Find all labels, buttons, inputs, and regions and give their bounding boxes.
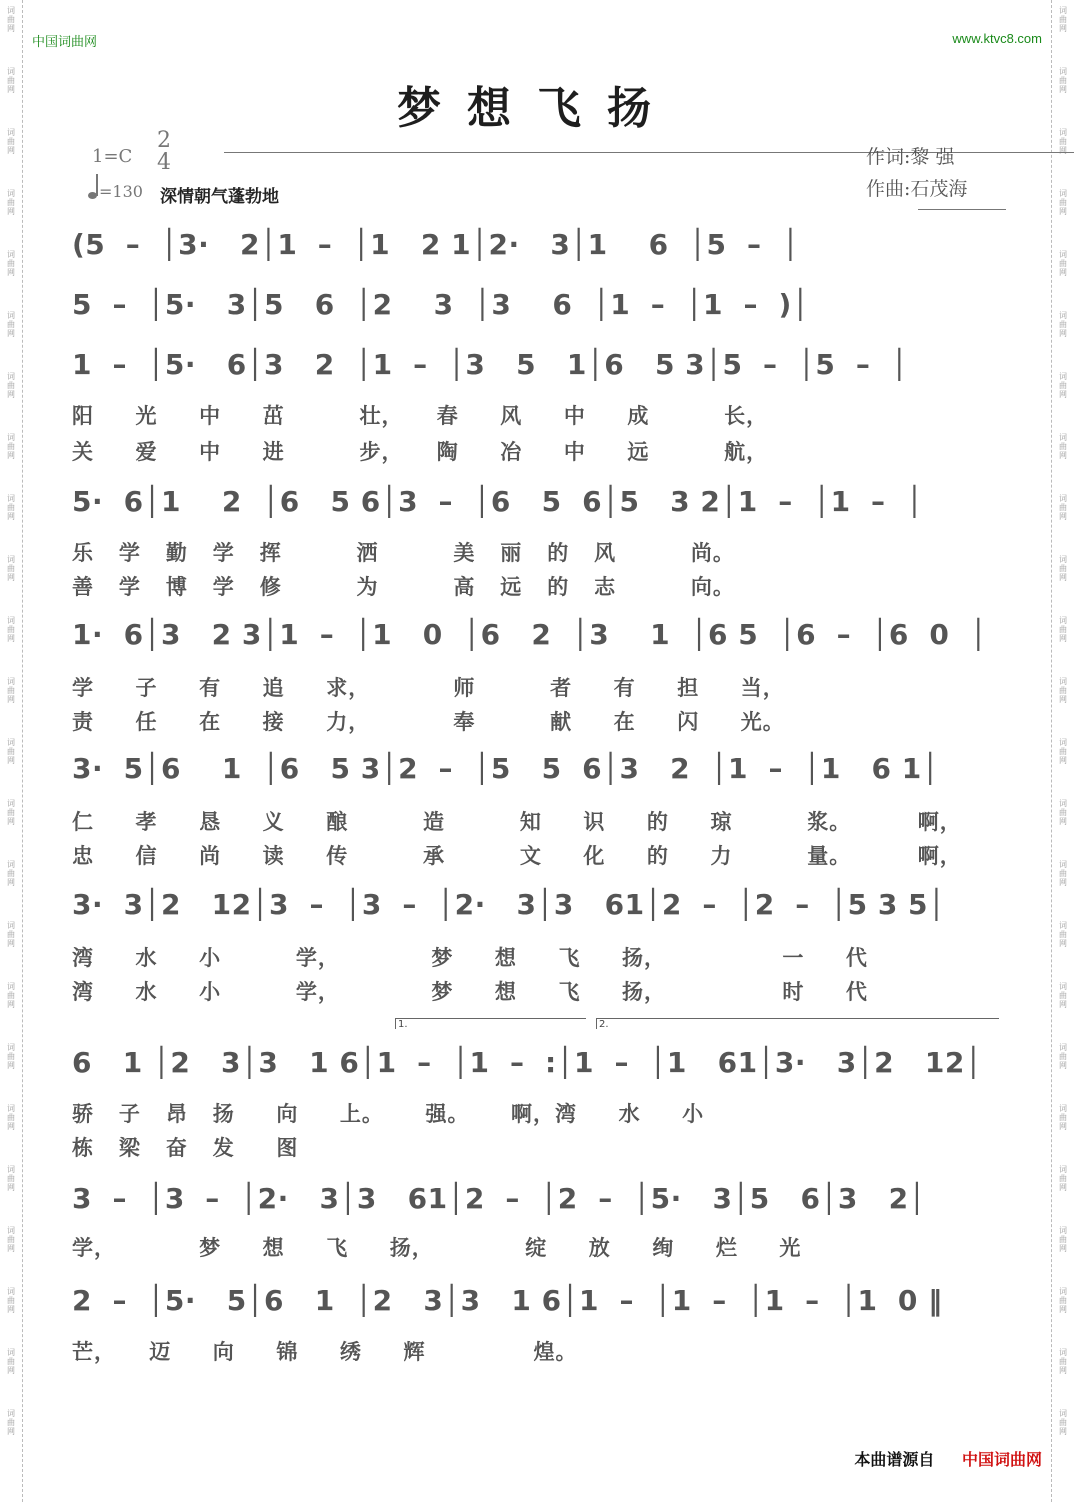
lyricist-credit: 作词:黎 强 — [866, 146, 955, 168]
source-footer — [854, 1447, 1042, 1470]
expression-marking: 深情朝气蓬勃地 — [160, 187, 279, 207]
lyric-row: 阳 光 中 茁 壮， 春 风 中 成 长， — [72, 403, 769, 428]
watermark-glyph-group: 词 曲 网 — [7, 189, 15, 216]
watermark-glyph-group: 词 曲 网 — [1059, 616, 1067, 643]
watermark-glyph-group: 词 曲 网 — [7, 738, 15, 765]
watermark-glyph-group: 词 曲 网 — [1059, 1287, 1067, 1314]
time-signature-top: 2 — [157, 128, 171, 153]
source-site-link[interactable]: 中国词曲网 — [961, 1450, 1042, 1469]
watermark-glyph-group: 词 曲 网 — [7, 1043, 15, 1070]
watermark-glyph-group: 词 曲 网 — [1059, 1409, 1067, 1436]
right-watermark-column — [1051, 0, 1074, 1502]
watermark-glyph-group: 词 曲 网 — [1059, 67, 1067, 94]
lyric-row: 仁 孝 恳 义 酿 造 知 识 的 琼 浆。 啊， — [72, 809, 962, 834]
notation-row: 1· 6│3 2 3│1 – │1 0 │6 2 │3 1 │6 5 │6 – │6 0 │ — [72, 618, 988, 651]
watermark-glyph-group: 词 曲 网 — [1059, 6, 1067, 33]
lyric-row: 芒， 迈 向 锦 绣 辉 煌。 — [72, 1339, 578, 1364]
watermark-glyph-group: 词 曲 网 — [1059, 799, 1067, 826]
notation-row: 3· 5│6 1 │6 5 3│2 – │5 5 6│3 2 │1 – │1 6 1│ — [72, 752, 940, 785]
lyric-row: 责 任 在 接 力， 奉 献 在 闪 光。 — [72, 709, 785, 734]
notation-row: 5· 6│1 2 │6 5 6│3 – │6 5 6│5 3 2│1 – │1 – │ — [72, 485, 924, 518]
watermark-glyph-group: 词 曲 网 — [1059, 372, 1067, 399]
watermark-glyph-group: 词 曲 网 — [1059, 860, 1067, 887]
watermark-glyph-group: 词 曲 网 — [7, 494, 15, 521]
watermark-glyph-group: 词 曲 网 — [1059, 1226, 1067, 1253]
lyric-row: 湾 水 小 学， 梦 想 飞 扬， 时 代 — [72, 979, 868, 1004]
watermark-glyph-group: 词 曲 网 — [7, 1287, 15, 1314]
watermark-glyph-group: 词 曲 网 — [1059, 555, 1067, 582]
quarter-note-icon — [88, 192, 97, 199]
notation-row: (5 – │3· 2│1 – │1 2 1│2· 3│1 6 │5 – │ — [72, 228, 800, 261]
tempo-marking — [88, 182, 143, 201]
watermark-glyph-group: 词 曲 网 — [7, 616, 15, 643]
watermark-glyph-group: 词 曲 网 — [1059, 921, 1067, 948]
credit-underline — [918, 209, 1006, 210]
watermark-glyph-group: 词 曲 网 — [1059, 311, 1067, 338]
watermark-glyph-group: 词 曲 网 — [7, 67, 15, 94]
watermark-glyph-group: 词 曲 网 — [1059, 982, 1067, 1009]
lyric-row: 忠 信 尚 读 传 承 文 化 的 力 量。 啊， — [72, 843, 962, 868]
watermark-glyph-group: 词 曲 网 — [7, 1409, 15, 1436]
notation-row: 1 – │5· 6│3 2 │1 – │3 5 1│6 5 3│5 – │5 – │ — [72, 348, 909, 381]
lyric-row: 学 子 有 追 求， 师 者 有 担 当， — [72, 675, 785, 700]
watermark-glyph-group: 词 曲 网 — [1059, 433, 1067, 460]
watermark-glyph-group: 词 曲 网 — [1059, 1104, 1067, 1131]
watermark-glyph-group: 词 曲 网 — [1059, 677, 1067, 704]
watermark-glyph-group: 词 曲 网 — [1059, 128, 1067, 155]
song-title: 梦想飞扬 — [397, 83, 677, 134]
watermark-glyph-group: 词 曲 网 — [1059, 250, 1067, 277]
notation-row: 3· 3│2 12│3 – │3 – │2· 3│3 61│2 – │2 – │5 3 5│ — [72, 888, 946, 921]
notation-row: 6 1 │2 3│3 1 6│1 – │1 – :│1 – │1 61│3· 3│2 12│ — [72, 1046, 983, 1079]
lyric-row: 栋 梁 奋 发 图 — [72, 1135, 299, 1160]
watermark-glyph-group: 词 曲 网 — [7, 555, 15, 582]
notation-row: 2 – │5· 5│6 1 │2 3│3 1 6│1 – │1 – │1 – │1 0 ‖ — [72, 1284, 943, 1317]
notation-row: 5 – │5· 3│5 6 │2 3 │3 6 │1 – │1 – )│ — [72, 288, 810, 321]
time-signature-bottom: 4 — [157, 150, 171, 175]
time-signature — [150, 130, 178, 174]
watermark-glyph-group: 词 曲 网 — [7, 372, 15, 399]
left-watermark-column — [0, 0, 23, 1502]
lyric-row: 学， 梦 想 飞 扬， 绽 放 绚 烂 光 — [72, 1235, 802, 1260]
watermark-glyph-group: 词 曲 网 — [1059, 1165, 1067, 1192]
watermark-glyph-group: 词 曲 网 — [7, 1104, 15, 1131]
watermark-glyph-group: 词 曲 网 — [7, 311, 15, 338]
watermark-glyph-group: 词 曲 网 — [1059, 738, 1067, 765]
watermark-glyph-group: 词 曲 网 — [7, 6, 15, 33]
watermark-glyph-group: 词 曲 网 — [1059, 1348, 1067, 1375]
watermark-glyph-group: 词 曲 网 — [1059, 189, 1067, 216]
lyric-row: 湾 水 小 学， 梦 想 飞 扬， 一 代 — [72, 945, 868, 970]
watermark-glyph-group: 词 曲 网 — [7, 799, 15, 826]
watermark-glyph-group: 词 曲 网 — [7, 860, 15, 887]
site-name-link[interactable]: 中国词曲网 — [32, 34, 98, 49]
lyric-row: 关 爱 中 进 步， 陶 冶 中 远 航， — [72, 439, 769, 464]
watermark-glyph-group: 词 曲 网 — [7, 433, 15, 460]
lyric-row: 善 学 博 学 修 为 高 远 的 志 向。 — [72, 574, 735, 599]
watermark-glyph-group: 词 曲 网 — [7, 1348, 15, 1375]
watermark-glyph-group: 词 曲 网 — [7, 1165, 15, 1192]
watermark-glyph-group: 词 曲 网 — [7, 982, 15, 1009]
lyric-row: 骄 子 昂 扬 向 上。 强。 啊，湾 水 小 — [72, 1101, 705, 1126]
notation-row: 3 – │3 – │2· 3│3 61│2 – │2 – │5· 3│5 6│3 2│ — [72, 1182, 926, 1215]
volta-bracket-2: 2. — [596, 1018, 999, 1029]
watermark-glyph-group: 词 曲 网 — [7, 677, 15, 704]
watermark-glyph-group: 词 曲 网 — [7, 921, 15, 948]
tempo-value: =130 — [99, 182, 143, 201]
watermark-glyph-group: 词 曲 网 — [1059, 1043, 1067, 1070]
source-label: 本曲谱源自 — [854, 1450, 935, 1469]
watermark-glyph-group: 词 曲 网 — [7, 250, 15, 277]
watermark-glyph-group: 词 曲 网 — [7, 128, 15, 155]
volta-bracket-1: 1. — [395, 1018, 586, 1029]
watermark-glyph-group: 词 曲 网 — [7, 1226, 15, 1253]
watermark-glyph-group: 词 曲 网 — [1059, 494, 1067, 521]
key-signature: 1=C — [92, 146, 133, 167]
composer-credit: 作曲:石茂海 — [866, 178, 968, 200]
lyric-row: 乐 学 勤 学 挥 洒 美 丽 的 风 尚。 — [72, 540, 735, 565]
site-url-link[interactable]: www.ktvc8.com — [952, 31, 1042, 46]
